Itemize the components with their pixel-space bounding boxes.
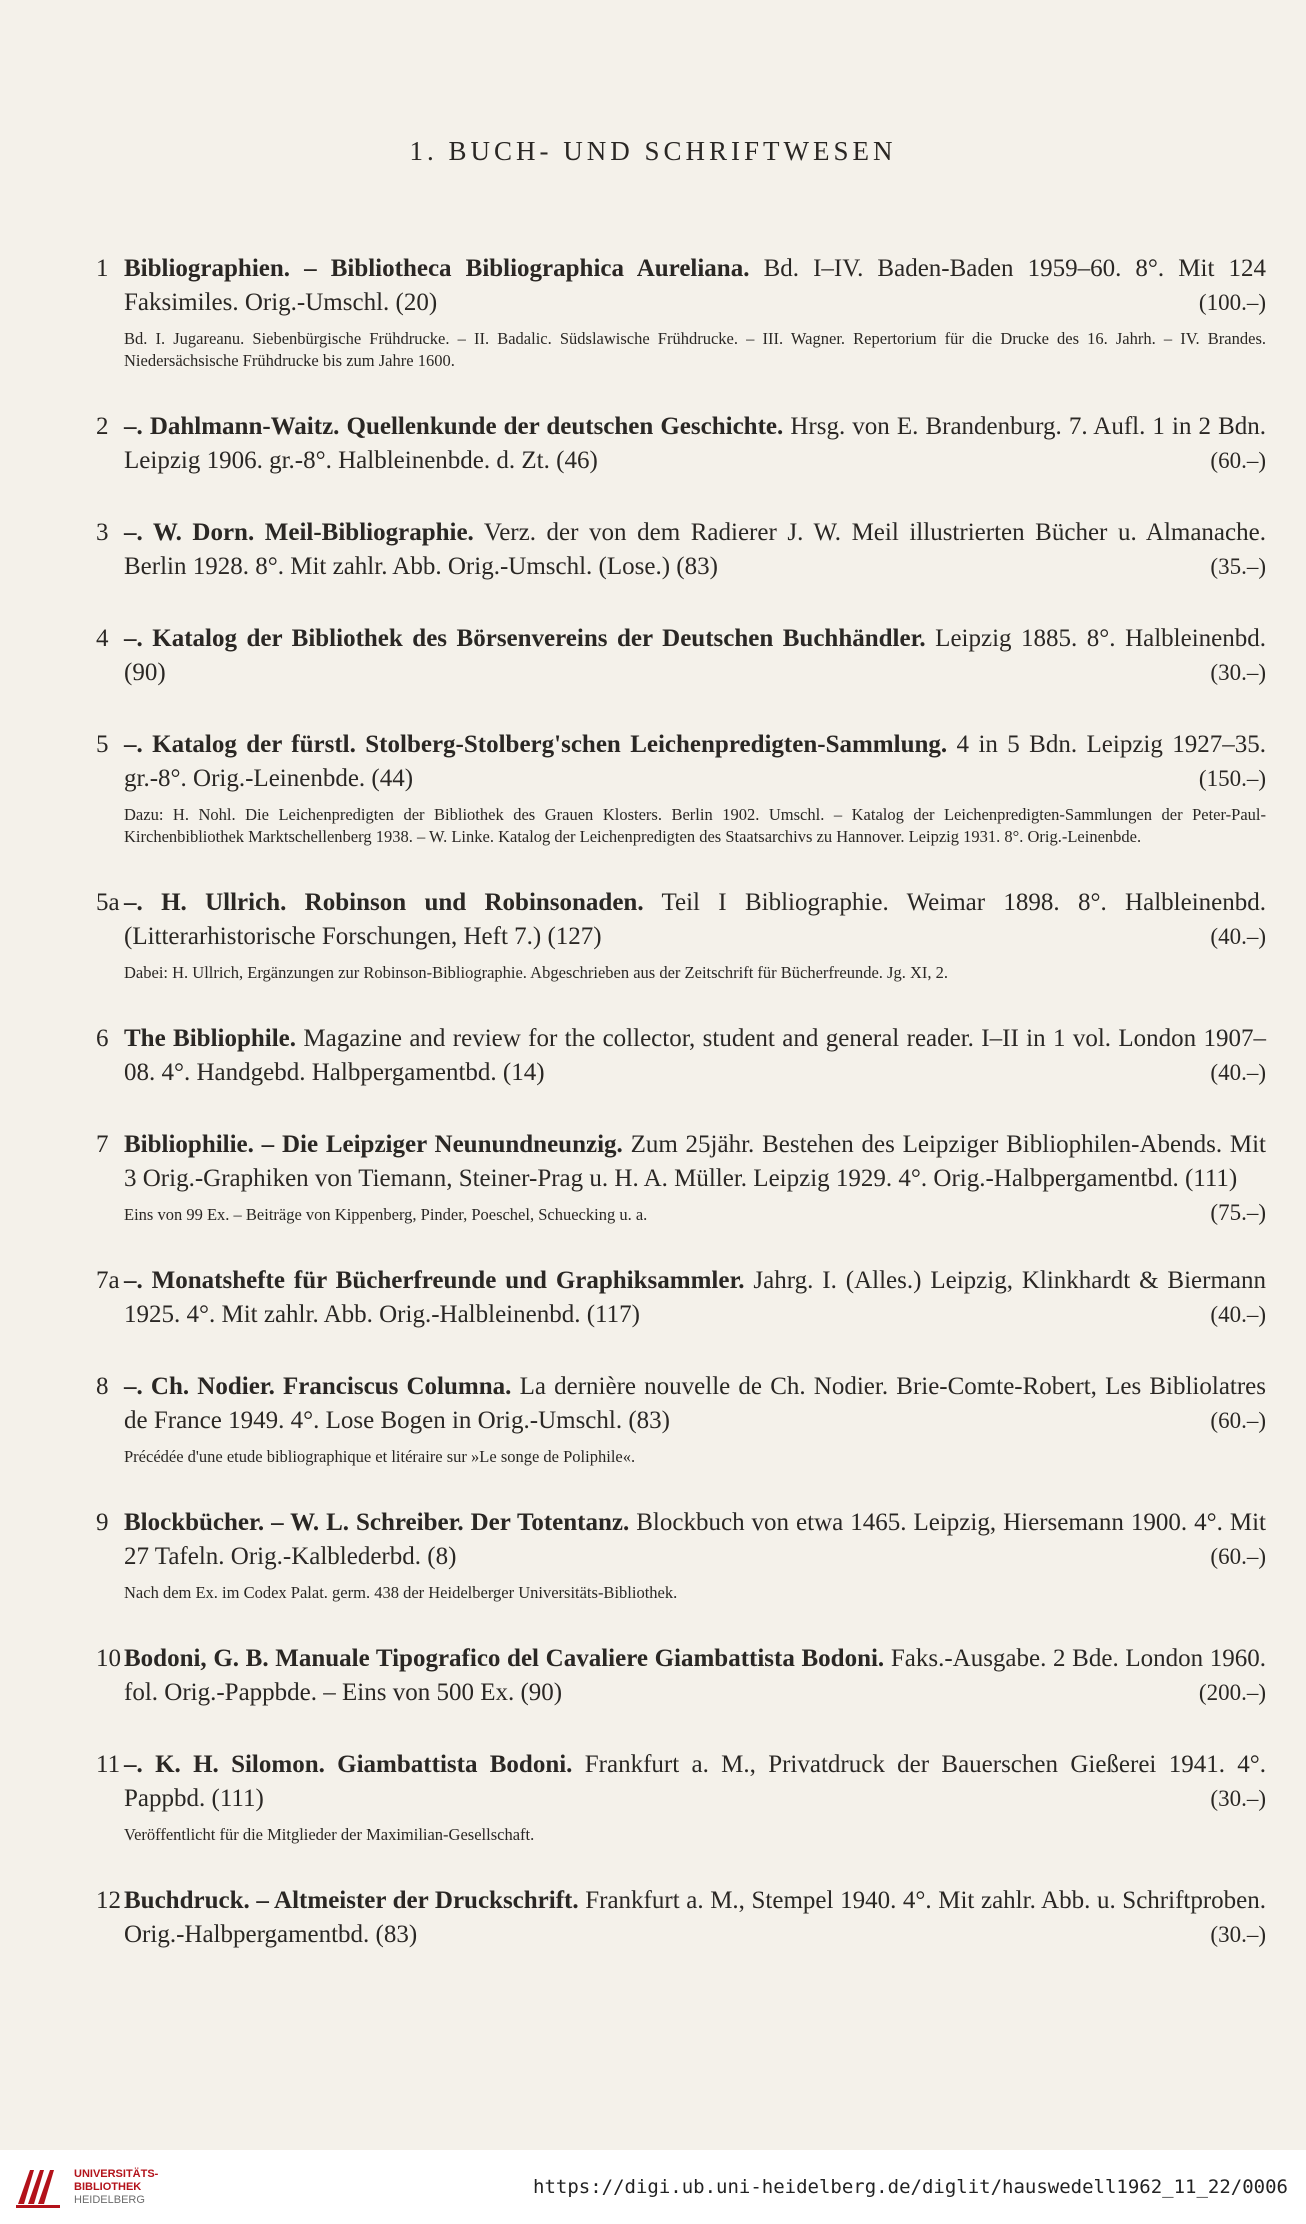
entry-body: [124, 1128, 1266, 1226]
entry-description: [124, 1748, 1266, 1816]
entry-details: 4 in 5 Bdn. Leipzig 1927–35. gr.-8°. Orig.-Leinenbde. (44): [124, 731, 1267, 792]
entry-details: Zum 25jähr. Bestehen des Leipziger Bibliophilen-Abends. Mit 3 Orig.-Graphiken von Tiemann, Steiner-Prag u. H. A. Müller. Leipzig 1929. 4°. Orig.-Halbpergamentbd. (111): [124, 1131, 1266, 1192]
entry-title: –. Monatshefte für Bücherfreunde und Graphiksammler.: [124, 1267, 745, 1294]
catalog-entry: [96, 1506, 1266, 1604]
entry-number: 2: [96, 413, 109, 440]
entry-price: (30.–): [1210, 1786, 1266, 1811]
page-heading: 1. BUCH- UND SCHRIFTWESEN: [409, 136, 897, 167]
entry-title: Buchdruck. – Altmeister der Druckschrift.: [124, 1887, 579, 1914]
entry-price: (60.–): [1210, 1408, 1266, 1433]
entry-description: [124, 1884, 1266, 1952]
entry-details: Teil I Bibliographie. Weimar 1898. 8°. Halbleinenbd. (Litterarhistorische Forschungen, Heft 7.) (127): [124, 889, 1266, 950]
entry-price: (200.–): [1198, 1680, 1266, 1705]
entry-number: 3: [96, 519, 109, 546]
entry-price: (100.–): [1198, 290, 1266, 315]
entry-title: Bibliophilie. – Die Leipziger Neunundneunzig.: [124, 1131, 623, 1158]
entry-price: (75.–): [1210, 1200, 1266, 1225]
catalog-entry: [96, 1128, 1266, 1226]
entry-title: –. K. H. Silomon. Giambattista Bodoni.: [124, 1751, 573, 1778]
entry-price: (150.–): [1198, 766, 1266, 791]
catalog-entry: [96, 728, 1266, 848]
entry-number: 4: [96, 625, 109, 652]
entry-note: Bd. I. Jugareanu. Siebenbürgische Frühdrucke. – II. Badalic. Südslawische Frühdrucke. – III. Wagner. Repertorium für die Drucke des 16. Jahrh. – IV. Brandes. Niedersächsische Frühdrucke bis zum Jahre 1600.: [124, 329, 1266, 370]
catalog-entry: [96, 1370, 1266, 1468]
entry-body: [124, 622, 1266, 690]
entry-number: 11: [96, 1751, 121, 1778]
catalog-entry: [96, 1884, 1266, 1952]
entry-title: –. Dahlmann-Waitz. Quellenkunde der deutschen Geschichte.: [124, 413, 784, 440]
entry-note: Nach dem Ex. im Codex Palat. germ. 438 der Heidelberger Universitäts-Bibliothek.: [124, 1583, 678, 1602]
entry-price: (40.–): [1210, 924, 1266, 949]
entry-number: 5: [96, 731, 109, 758]
entry-details: Verz. der von dem Radierer J. W. Meil illustrierten Bücher u. Almanache. Berlin 1928. 8°. Mit zahlr. Abb. Orig.-Umschl. (Lose.) (83): [124, 519, 1266, 580]
entry-details: Leipzig 1885. 8°. Halbleinenbd. (90): [124, 625, 1266, 686]
entry-details: Magazine and review for the collector, student and general reader. I–II in 1 vol. London 1907–08. 4°. Handgebd. Halbpergamentbd. (14): [124, 1025, 1267, 1086]
entry-number: 9: [96, 1509, 109, 1536]
entry-body: [124, 1506, 1266, 1604]
catalog-entry: [96, 1264, 1266, 1332]
logo-line-3: HEIDELBERG: [74, 2194, 145, 2206]
catalog-entries: [96, 252, 1266, 1990]
entry-price: (35.–): [1210, 554, 1266, 579]
entry-title: The Bibliophile.: [124, 1025, 297, 1052]
entry-description: [124, 622, 1266, 690]
entry-description: [124, 1022, 1266, 1090]
entry-title: –. H. Ullrich. Robinson und Robinsonaden.: [124, 889, 644, 916]
entry-description: [124, 728, 1266, 796]
entry-title: Blockbücher. – W. L. Schreiber. Der Totentanz.: [124, 1509, 630, 1536]
entry-price: (30.–): [1210, 1922, 1266, 1947]
entry-body: [124, 1884, 1266, 1952]
entry-number: 1: [96, 255, 109, 282]
catalog-entry: [96, 1748, 1266, 1846]
entry-body: [124, 1642, 1266, 1710]
catalog-entry: [96, 410, 1266, 478]
catalog-entry: [96, 1022, 1266, 1090]
entry-number: 6: [96, 1025, 109, 1052]
entry-title: –. Katalog der Bibliothek des Börsenvereins der Deutschen Buchhändler.: [124, 625, 926, 652]
entry-number: 10: [96, 1645, 121, 1672]
entry-title: –. W. Dorn. Meil-Bibliographie.: [124, 519, 474, 546]
entry-number: 5a: [96, 889, 120, 916]
entry-note: Dazu: H. Nohl. Die Leichenpredigten der Bibliothek des Grauen Klosters. Berlin 1902. Umschl. – Katalog der Leichenpredigten-Sammlungen der Peter-Paul-Kirchenbibliothek Marktschellenberg 1938. – W. Linke. Katalog der Leichenpredigten des Staatsarchivs zu Hannover. Leipzig 1931. 8°. Orig.-Leinenbde.: [124, 805, 1266, 846]
entry-body: [124, 886, 1266, 984]
catalog-entry: [96, 516, 1266, 584]
entry-body: [124, 1022, 1266, 1090]
entry-title: Bodoni, G. B. Manuale Tipografico del Cavaliere Giambattista Bodoni.: [124, 1645, 885, 1672]
viewer-footer: [0, 2150, 1306, 2224]
entry-details: Bd. I–IV. Baden-Baden 1959–60. 8°. Mit 124 Faksimiles. Orig.-Umschl. (20): [124, 255, 1266, 316]
entry-details: Frankfurt a. M., Privatdruck der Bauerschen Gießerei 1941. 4°. Pappbd. (111): [124, 1751, 1267, 1812]
logo-line-2: BIBLIOTHEK: [74, 2181, 142, 2193]
entry-description: [124, 252, 1266, 320]
entry-price: (60.–): [1210, 448, 1266, 473]
entry-price: (30.–): [1210, 660, 1266, 685]
entry-number: 8: [96, 1373, 109, 1400]
entry-price: (60.–): [1210, 1544, 1266, 1569]
university-library-name: [74, 2168, 158, 2207]
catalog-entry: [96, 1642, 1266, 1710]
entry-body: [124, 728, 1266, 848]
entry-description: [124, 1506, 1266, 1574]
entry-details: La dernière nouvelle de Ch. Nodier. Brie-Comte-Robert, Les Bibliolatres de France 1949. 4°. Lose Bogen in Orig.-Umschl. (83): [124, 1373, 1267, 1434]
entry-title: Bibliographien. – Bibliotheca Bibliographica Aureliana.: [124, 255, 750, 282]
entry-title: –. Ch. Nodier. Franciscus Columna.: [124, 1373, 512, 1400]
entry-description: [124, 1370, 1266, 1438]
entry-body: [124, 1370, 1266, 1468]
entry-description: [124, 886, 1266, 954]
entry-number: 7a: [96, 1267, 120, 1294]
entry-price: (40.–): [1210, 1060, 1266, 1085]
entry-description: [124, 516, 1266, 584]
entry-note: Eins von 99 Ex. – Beiträge von Kippenberg, Pinder, Poeschel, Schuecking u. a.: [124, 1205, 648, 1224]
entry-body: [124, 410, 1266, 478]
permalink-url[interactable]: https://digi.ub.uni-heidelberg.de/diglit/hauswedell1962_11_22/0006: [533, 2176, 1288, 2198]
entry-note: Veröffentlicht für die Mitglieder der Maximilian-Gesellschaft.: [124, 1825, 535, 1844]
entry-details: Faks.-Ausgabe. 2 Bde. London 1960. fol. Orig.-Pappbde. – Eins von 500 Ex. (90): [124, 1645, 1267, 1706]
entry-number: 12: [96, 1887, 121, 1914]
entry-details: Jahrg. I. (Alles.) Leipzig, Klinkhardt & Biermann 1925. 4°. Mit zahlr. Abb. Orig.-Halbleinenbd. (117): [124, 1267, 1267, 1328]
logo-line-1: UNIVERSITÄTS-: [74, 2168, 159, 2180]
entry-description: [124, 410, 1266, 478]
entry-price: (40.–): [1210, 1302, 1266, 1327]
entry-body: [124, 516, 1266, 584]
entry-body: [124, 1264, 1266, 1332]
entry-details: Frankfurt a. M., Stempel 1940. 4°. Mit zahlr. Abb. u. Schriftproben. Orig.-Halbpergamentbd. (83): [124, 1887, 1267, 1948]
catalog-entry: [96, 252, 1266, 372]
entry-description: [124, 1264, 1266, 1332]
entry-details: Blockbuch von etwa 1465. Leipzig, Hiersemann 1900. 4°. Mit 27 Tafeln. Orig.-Kalblederbd. (8): [124, 1509, 1266, 1570]
catalog-entry: [96, 622, 1266, 690]
entry-body: [124, 252, 1266, 372]
entry-note: Dabei: H. Ullrich, Ergänzungen zur Robinson-Bibliographie. Abgeschrieben aus der Zeitschrift für Bücherfreunde. Jg. XI, 2.: [124, 963, 949, 982]
entry-body: [124, 1748, 1266, 1846]
entry-number: 7: [96, 1131, 109, 1158]
entry-description: [124, 1642, 1266, 1710]
entry-details: Hrsg. von E. Brandenburg. 7. Aufl. 1 in 2 Bdn. Leipzig 1906. gr.-8°. Halbleinenbde. d. Zt. (46): [124, 413, 1267, 474]
catalog-entry: [96, 886, 1266, 984]
university-library-logo-icon: [14, 2164, 64, 2210]
entry-note: Précédée d'une etude bibliographique et litéraire sur »Le songe de Poliphile«.: [124, 1447, 636, 1466]
entry-title: –. Katalog der fürstl. Stolberg-Stolberg'schen Leichenpredigten-Sammlung.: [124, 731, 948, 758]
